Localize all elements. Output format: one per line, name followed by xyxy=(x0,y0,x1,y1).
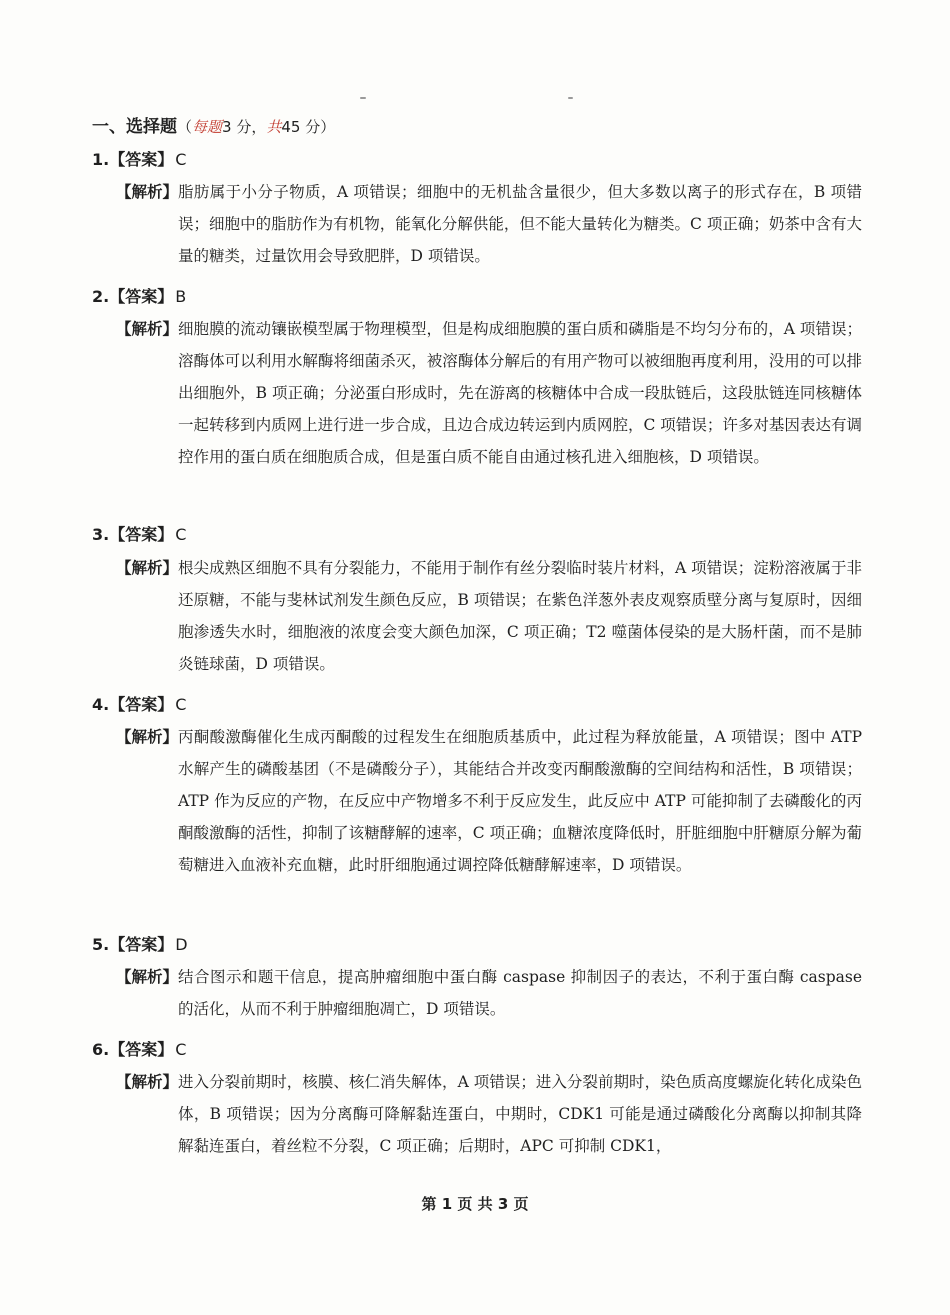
section-title: 一、选择题（每题3 分，共45 分） xyxy=(92,117,336,137)
analysis-block: 【解析】 丙酮酸激酶催化生成丙酮酸的过程发生在细胞质基质中，此过程为释放能量，A 项错误；图中 ATP 水解产生的磷酸基团（不是磷酸分子），其能结合并改变丙酮酸激酶的空间结构和活性，B 项错误；ATP 作为反应的产物，在反应中产物增多不利于反应发生，此反应中 ATP 可能抑制了去磷酸化的丙酮酸激酶的活性，抑制了该糖酵解的速率，C 项正确；血糖浓度降低时，肝脏细胞中肝糖原分解为葡萄糖进入血液补充血糖，此时肝细胞通过调控降低糖酵解速率，D 项错误。 xyxy=(116,728,862,874)
analysis-block: 【解析】 脂肪属于小分子物质，A 项错误；细胞中的无机盐含量很少，但大多数以离子的形式存在，B 项错误；细胞中的脂肪作为有机物，能氧化分解供能，但不能大量转化为糖类。C 项正确；奶茶中含有大量的糖类，过量饮用会导致肥胖，D 项错误。 xyxy=(116,183,862,265)
scan-speck xyxy=(568,97,573,99)
answer-line: 4.【答案】 C xyxy=(92,695,187,714)
analysis-block: 【解析】 结合图示和题干信息，提高肿瘤细胞中蛋白酶 caspase 抑制因子的表达，不利于蛋白酶 caspase 的活化，从而不利于肿瘤细胞凋亡，D 项错误。 xyxy=(116,968,862,1018)
section-score: （每题3 分，共45 分） xyxy=(177,118,336,136)
scan-speck xyxy=(360,97,366,99)
analysis-block: 【解析】 细胞膜的流动镶嵌模型属于物理模型，但是构成细胞膜的蛋白质和磷脂是不均匀分布的，A 项错误；溶酶体可以利用水解酶将细菌杀灭，被溶酶体分解后的有用产物可以被细胞再度利用，没用的可以排出细胞外，B 项正确；分泌蛋白形成时，先在游离的核糖体中合成一段肽链后，这段肽链连同核糖体一起转移到内质网上进行进一步合成，且边合成边转运到内质网腔，C 项错误；许多对基因表达有调控作用的蛋白质在细胞质合成，但是蛋白质不能自由通过核孔进入细胞核，D 项错误。 xyxy=(116,320,862,466)
analysis-block: 【解析】 根尖成熟区细胞不具有分裂能力，不能用于制作有丝分裂临时装片材料，A 项错误；淀粉溶液属于非还原糖，不能与斐林试剂发生颜色反应，B 项错误；在紫色洋葱外表皮观察质壁分离与复原时，因细胞渗透失水时，细胞液的浓度会变大颜色加深，C 项正确；T2 噬菌体侵染的是大肠杆菌，而不是肺炎链球菌，D 项错误。 xyxy=(116,559,862,673)
answer-line: 1.【答案】 C xyxy=(92,150,187,169)
analysis-block: 【解析】 进入分裂前期时，核膜、核仁消失解体，A 项错误；进入分裂前期时，染色质高度螺旋化转化成染色体，B 项错误；因为分离酶可降解黏连蛋白，中期时，CDK1 可能是通过磷酸化分离酶以抑制其降解黏连蛋白，着丝粒不分裂，C 项正确；后期时，APC 可抑制 CDK1， xyxy=(116,1073,862,1155)
answer-line: 5.【答案】 D xyxy=(92,935,188,954)
answer-line: 2.【答案】 B xyxy=(92,287,187,306)
page-footer: 第 1 页 共 3 页 xyxy=(421,1195,529,1213)
answer-line: 3.【答案】 C xyxy=(92,525,187,544)
answer-line: 6.【答案】 C xyxy=(92,1040,187,1059)
